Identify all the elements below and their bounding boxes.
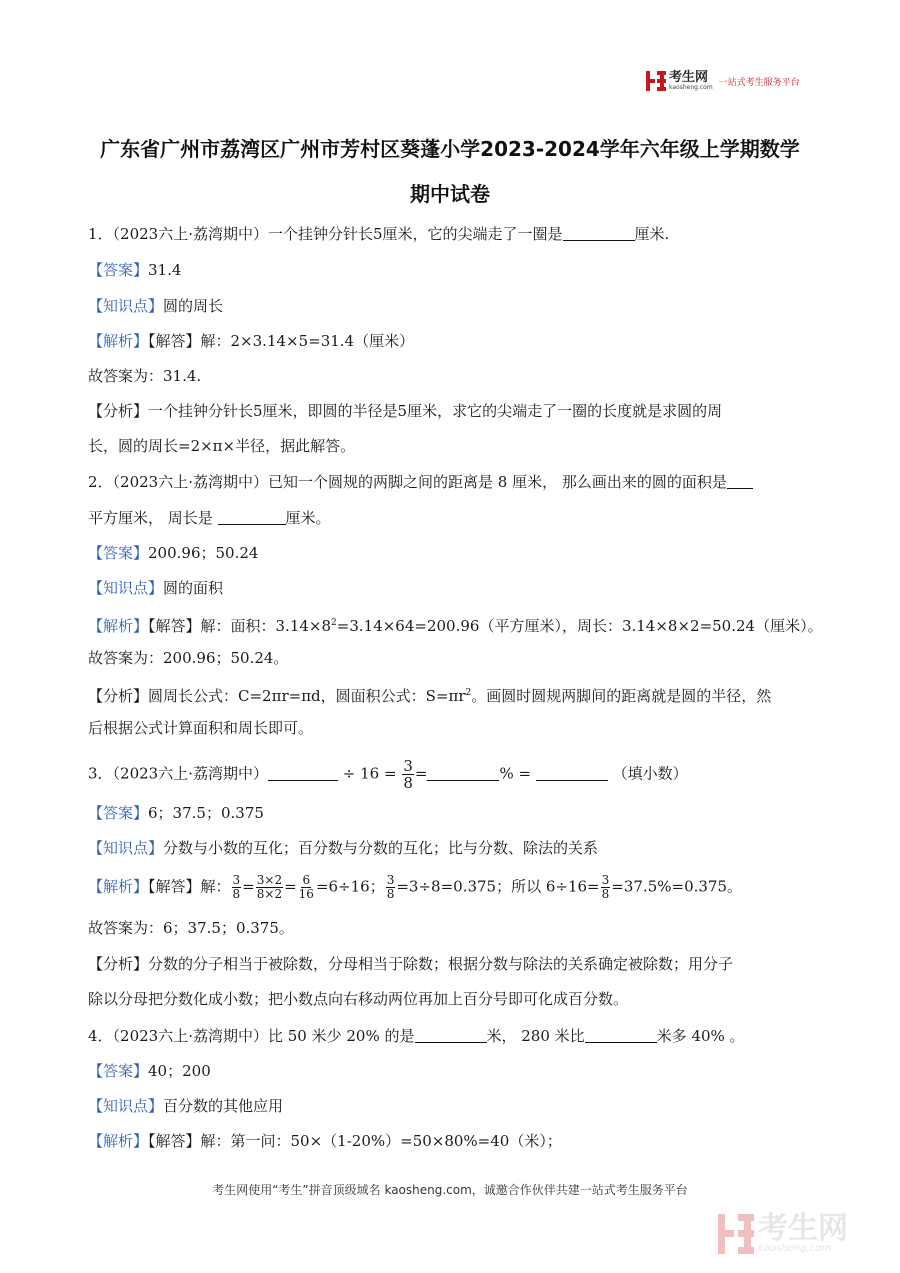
q1-answer: 【答案】31.4: [88, 261, 182, 279]
q2-stem-cont: 平方厘米， 周长是 厘米。: [88, 509, 331, 527]
page-title-line-1: 广东省广州市荔湾区广州市芳村区葵蓬小学2023-2024学年六年级上学期数学: [100, 137, 800, 161]
q3-stem: 3．（2023六上·荔湾期中） ÷ 16 = $\frac{3}{8}$ = % = （填小数）: [88, 757, 688, 792]
analysis-tag: 【解析】: [88, 1132, 149, 1150]
q1-analysis: 【解析】【解答】解：2×3.14×5=31.4（厘米）: [88, 332, 415, 350]
q1-fenxi: 【分析】一个挂钟分针长5厘米，即圆的半径是5厘米，求它的尖端走了一圈的长度就是求圆的周: [88, 402, 723, 420]
q2-answer: 【答案】200.96；50.24: [88, 544, 259, 562]
q2-fenxi-cont: 后根据公式计算面积和周长即可。: [88, 719, 314, 737]
q1-blank: [563, 224, 635, 241]
q2-blank-area: [727, 472, 753, 489]
answer-tag: 【答案】: [88, 1062, 149, 1080]
q4-stem: 4．（2023六上·荔湾期中）比 50 米少 20% 的是 米， 280 米比 米多 40% 。: [88, 1027, 745, 1045]
q2-conclusion: 故答案为：200.96；50.24。: [88, 649, 289, 667]
knowledge-tag: 【知识点】: [88, 839, 164, 857]
logo-slogan: 一站式考生服务平台: [718, 77, 800, 88]
page-footer: 考生网使用“考生”拼音顶级域名 kaosheng.com，诚邀合作伙伴共建一站式考生服务平台: [212, 1183, 688, 1197]
q3-knowledge-point: 【知识点】分数与小数的互化；百分数与分数的互化；比与分数、除法的关系: [88, 839, 599, 857]
q3-fenxi: 【分析】分数的分子相当于被除数，分母相当于除数；根据分数与除法的关系确定被除数；用分子: [88, 955, 734, 973]
q4-blank-2: [585, 1026, 657, 1043]
q4-blank-1: [415, 1026, 487, 1043]
q3-conclusion: 故答案为：6；37.5；0.375。: [88, 919, 294, 937]
logo-domain: kaosheng.com: [669, 84, 713, 91]
knowledge-tag: 【知识点】: [88, 579, 164, 597]
q3-blank-decimal: [536, 764, 608, 781]
q4-knowledge-point: 【知识点】百分数的其他应用: [88, 1097, 284, 1115]
knowledge-tag: 【知识点】: [88, 1097, 164, 1115]
q1-fenxi-cont: 长，圆的周长=2×π×半径，据此解答。: [88, 437, 356, 455]
q3-fenxi-cont: 除以分母把分数化成小数；把小数点向右移动两位再加上百分号即可化成百分数。: [88, 990, 629, 1008]
q2-blank-circumference: [218, 508, 286, 525]
answer-tag: 【答案】: [88, 261, 149, 279]
kaosheng-watermark-icon: [718, 1214, 754, 1254]
q3-answer: 【答案】6；37.5；0.375: [88, 804, 264, 822]
knowledge-tag: 【知识点】: [88, 297, 164, 315]
header-logo: [646, 68, 816, 94]
q4-analysis: 【解析】【解答】解：第一问：50×（1-20%）=50×80%=40（米）；: [88, 1132, 562, 1150]
q2-knowledge-point: 【知识点】圆的面积: [88, 579, 224, 597]
q3-fraction: $\frac{3}{8}$: [403, 757, 413, 792]
analysis-tag: 【解析】: [88, 877, 149, 896]
watermark-logo: [718, 1208, 888, 1260]
q3-blank-percent: [427, 764, 499, 781]
analysis-tag: 【解析】: [88, 332, 149, 350]
watermark-domain: kaosheng.com: [758, 1243, 831, 1254]
q1-knowledge-point: 【知识点】圆的周长: [88, 297, 224, 315]
q3-blank-dividend: [268, 764, 338, 781]
watermark-name: 考生网: [758, 1211, 848, 1246]
q3-analysis: 【解析】【解答】解： $\frac{3}{8}$ = $\frac{3\times 2}{8\times 2}$ = $\frac{6}{16}$ =6÷16； $\frac{3}{8}$ =3÷8=0.375；所以 6÷16= $\frac{3}{8}$ =37.5%=0.375。: [88, 873, 743, 901]
q2-analysis: 【解析】【解答】解：面积：$3.14\times 8^2=3.14\times 64=200.96$（平方厘米），周长：3.14×8×2=50.24（厘米）。: [88, 617, 823, 635]
q2-stem: 2．（2023六上·荔湾期中）已知一个圆规的两脚之间的距离是 8 厘米， 那么画出来的圆的面积是: [88, 472, 823, 492]
page-title-line-2: 期中试卷: [410, 182, 490, 206]
answer-tag: 【答案】: [88, 804, 149, 822]
q1-stem: 1．（2023六上·荔湾期中）一个挂钟分针长5厘米，它的尖端走了一圈是 厘米.: [88, 225, 670, 243]
q1-conclusion: 故答案为：31.4.: [88, 367, 202, 385]
analysis-tag: 【解析】: [88, 617, 149, 635]
q2-fenxi: 【分析】圆周长公式：C=2πr=πd，圆面积公式：$S=\pi r^2$。画圆时圆规两脚间的距离就是圆的半径，然: [88, 687, 772, 705]
answer-tag: 【答案】: [88, 544, 149, 562]
q4-answer: 【答案】40；200: [88, 1062, 211, 1080]
kaosheng-logo-icon: [646, 71, 666, 91]
logo-name: 考生网: [669, 70, 709, 85]
